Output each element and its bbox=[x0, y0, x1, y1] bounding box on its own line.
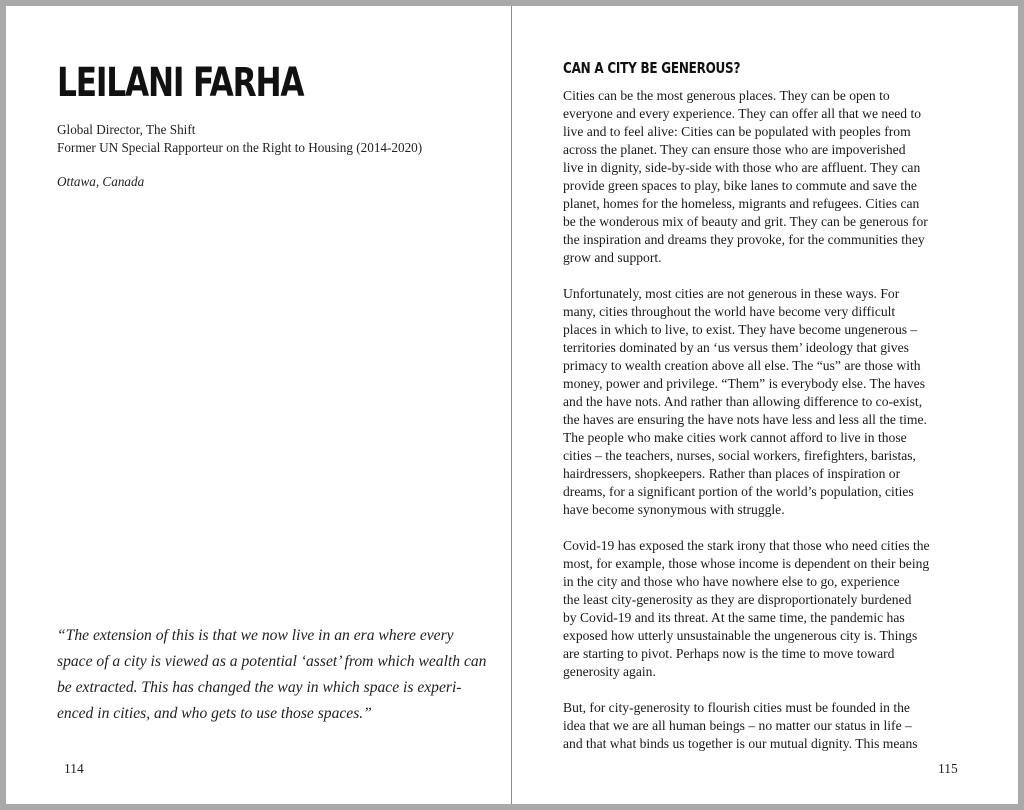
text-line: the inspiration and dreams they provoke, for the communities they bbox=[563, 232, 925, 247]
text-line: Cities can be the most generous places. They can be open to bbox=[563, 88, 890, 103]
text-line: in the city and those who have nowhere else to go, experience bbox=[563, 574, 900, 589]
text-line: everyone and every experience. They can offer all that we need to bbox=[563, 106, 922, 121]
left-page bbox=[6, 6, 511, 804]
text-line: by Covid-19 and its threat. At the same time, the pandemic has bbox=[563, 610, 905, 625]
text-line: idea that we are all human beings – no matter our status in life – bbox=[563, 718, 912, 733]
pull-quote-line: be extracted. This has changed the way in which space is experi- bbox=[57, 679, 462, 696]
author-roles bbox=[57, 121, 422, 157]
body-text bbox=[563, 87, 983, 771]
text-line: money, power and privilege. “Them” is everybody else. The haves bbox=[563, 376, 925, 391]
page-number-left: 114 bbox=[64, 761, 84, 776]
text-line: Unfortunately, most cities are not generous in these ways. For bbox=[563, 286, 900, 301]
text-line: and the have nots. And rather than allowing difference to co-exist, bbox=[563, 394, 923, 409]
text-line: grow and support. bbox=[563, 250, 662, 265]
author-name: LEILANI FARHA bbox=[57, 60, 304, 106]
paragraph bbox=[563, 699, 983, 753]
pull-quote-line: enced in cities, and who gets to use those spaces.” bbox=[57, 705, 372, 722]
text-line: the least city-generosity as they are disproportionately burdened bbox=[563, 592, 912, 607]
text-line: many, cities throughout the world have become very difficult bbox=[563, 304, 896, 319]
text-line: live in dignity, side-by-side with those who are affluent. They can bbox=[563, 160, 921, 175]
text-line: exposed how utterly unsustainable the ungenerous city is. Things bbox=[563, 628, 918, 643]
book-spread bbox=[6, 6, 1018, 804]
text-line: live and to feel alive: Cities can be populated with peoples from bbox=[563, 124, 911, 139]
text-line: provide green spaces to play, bike lanes to commute and save the bbox=[563, 178, 917, 193]
text-line: dreams, for a significant portion of the world’s population, cities bbox=[563, 484, 914, 499]
text-line: planet, homes for the homeless, migrants and refugees. Cities can bbox=[563, 196, 920, 211]
text-line: across the planet. They can ensure those who are impoverished bbox=[563, 142, 906, 157]
text-line: places in which to live, to exist. They have become ungenerous – bbox=[563, 322, 918, 337]
pull-quote-line: “The extension of this is that we now live in an era where every bbox=[57, 627, 454, 644]
text-line: be the wonderous mix of beauty and grit. They can be generous for bbox=[563, 214, 928, 229]
text-line: are starting to pivot. Perhaps now is the time to move toward bbox=[563, 646, 895, 661]
text-line: But, for city-generosity to flourish cities must be founded in the bbox=[563, 700, 910, 715]
paragraph bbox=[563, 537, 983, 681]
author-role-former: Former UN Special Rapporteur on the Right to Housing (2014-2020) bbox=[57, 140, 423, 155]
text-line: have become synonymous with struggle. bbox=[563, 502, 785, 517]
text-line: primacy to wealth creation above all else. The “us” are those with bbox=[563, 358, 921, 373]
text-line: generosity again. bbox=[563, 664, 656, 679]
author-role-current: Global Director, The Shift bbox=[57, 122, 196, 137]
pull-quote-line: space of a city is viewed as a potential ‘asset’ from which wealth can bbox=[57, 653, 487, 670]
pull-quote bbox=[57, 623, 487, 727]
text-line: most, for example, those whose income is dependent on their being bbox=[563, 556, 930, 571]
paragraph bbox=[563, 87, 983, 267]
text-line: Covid-19 has exposed the stark irony that those who need cities the bbox=[563, 538, 930, 553]
text-line: the haves are ensuring the have nots have less and less all the time. bbox=[563, 412, 927, 427]
right-page bbox=[512, 6, 1018, 804]
text-line: cities – the teachers, nurses, social workers, firefighters, baristas, bbox=[563, 448, 916, 463]
text-line: territories dominated by an ‘us versus them’ ideology that gives bbox=[563, 340, 909, 355]
text-line: hairdressers, shopkeepers. Rather than places of inspiration or bbox=[563, 466, 901, 481]
paragraph bbox=[563, 285, 983, 519]
author-location: Ottawa, Canada bbox=[57, 174, 145, 189]
page-number-right: 115 bbox=[938, 761, 958, 776]
text-line: and that what binds us together is our mutual dignity. This means bbox=[563, 736, 918, 751]
section-heading: CAN A CITY BE GENEROUS? bbox=[563, 59, 741, 77]
text-line: The people who make cities work cannot afford to live in those bbox=[563, 430, 907, 445]
